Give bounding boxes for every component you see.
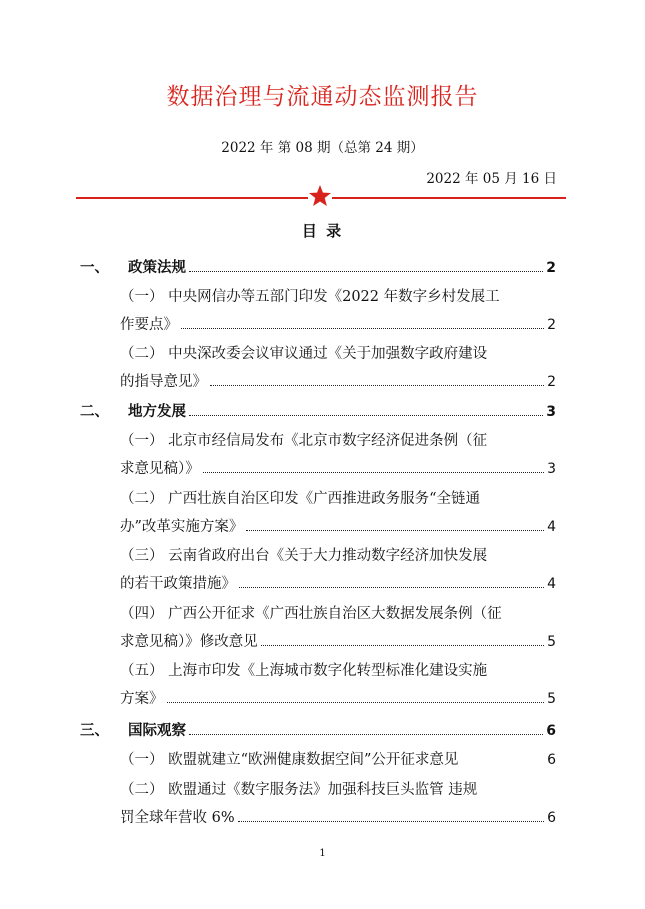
item-text: （二） 欧盟通过《数字服务法》加强科技巨头监管 违规: [120, 782, 478, 798]
toc-section-local[interactable]: [80, 398, 556, 426]
item-text: （五） 上海市印发《上海城市数字化转型标准化建设实施: [120, 663, 488, 679]
page-ref: 4: [547, 576, 556, 592]
page-number: 1: [319, 848, 326, 859]
item-text: （一） 欧盟就建立“欧洲健康数据空间”公开征求意见: [120, 752, 459, 768]
toc-item[interactable]: [80, 542, 556, 598]
toc-item[interactable]: [80, 746, 556, 774]
page-ref: 6: [546, 723, 556, 739]
toc-item[interactable]: [80, 600, 556, 656]
page-ref: 4: [547, 519, 556, 535]
section-number: 二、: [80, 403, 109, 420]
item-text: （三） 云南省政府出台《关于大力推动数字经济加快发展: [120, 548, 488, 564]
toc-item[interactable]: [80, 427, 556, 483]
page-ref: 2: [547, 374, 556, 390]
page-ref: 6: [547, 810, 556, 826]
page-ref: 5: [547, 634, 556, 650]
item-text-cont: 的若干政策措施》: [120, 576, 236, 592]
item-text-cont: 作要点》: [120, 317, 178, 333]
toc-section-policy[interactable]: [80, 254, 556, 282]
section-label: 政策法规: [128, 259, 186, 276]
section-label: 国际观察: [128, 722, 186, 739]
item-text-cont: 办”改革实施方案》: [120, 519, 244, 535]
toc-item[interactable]: [80, 283, 556, 339]
toc-section-international[interactable]: [80, 717, 556, 745]
star-icon: [308, 184, 332, 208]
item-text: （二） 广西壮族自治区印发《广西推进政务服务“全链通: [120, 491, 481, 507]
page-ref: 3: [546, 404, 556, 420]
item-text: （一） 中央网信办等五部门印发《2022 年数字乡村发展工: [120, 289, 500, 305]
item-text: （一） 北京市经信局发布《北京市数字经济促进条例（征: [120, 433, 488, 449]
item-text-cont: 求意见稿）》修改意见: [120, 634, 258, 650]
page-ref: 3: [547, 461, 556, 477]
toc-item[interactable]: [80, 340, 556, 396]
page-ref: 6: [547, 752, 556, 768]
item-text-cont: 求意见稿）》: [120, 461, 200, 477]
toc-item[interactable]: [80, 776, 556, 832]
toc-heading: 目 录: [301, 222, 344, 240]
section-number: 一、: [80, 259, 109, 276]
section-label: 地方发展: [128, 403, 186, 420]
item-text-cont: 罚全球年营收 6%: [120, 810, 235, 826]
toc-item[interactable]: [80, 485, 556, 541]
report-title: 数据治理与流通动态监测报告: [166, 84, 479, 110]
item-text: （四） 广西公开征求《广西壮族自治区大数据发展条例（征: [120, 606, 502, 622]
item-text-cont: 方案》: [120, 691, 164, 707]
page-ref: 2: [547, 317, 556, 333]
issue-number: 2022 年 第 08 期（总第 24 期）: [221, 140, 424, 156]
item-text-cont: 的指导意见》: [120, 374, 207, 390]
toc-item[interactable]: [80, 657, 556, 713]
section-number: 三、: [80, 722, 109, 739]
issue-date: 2022 年 05 月 16 日: [426, 171, 557, 187]
page-ref: 5: [547, 691, 556, 707]
item-text: （二） 中央深改委会议审议通过《关于加强数字政府建设: [120, 346, 488, 362]
page-ref: 2: [546, 260, 556, 276]
